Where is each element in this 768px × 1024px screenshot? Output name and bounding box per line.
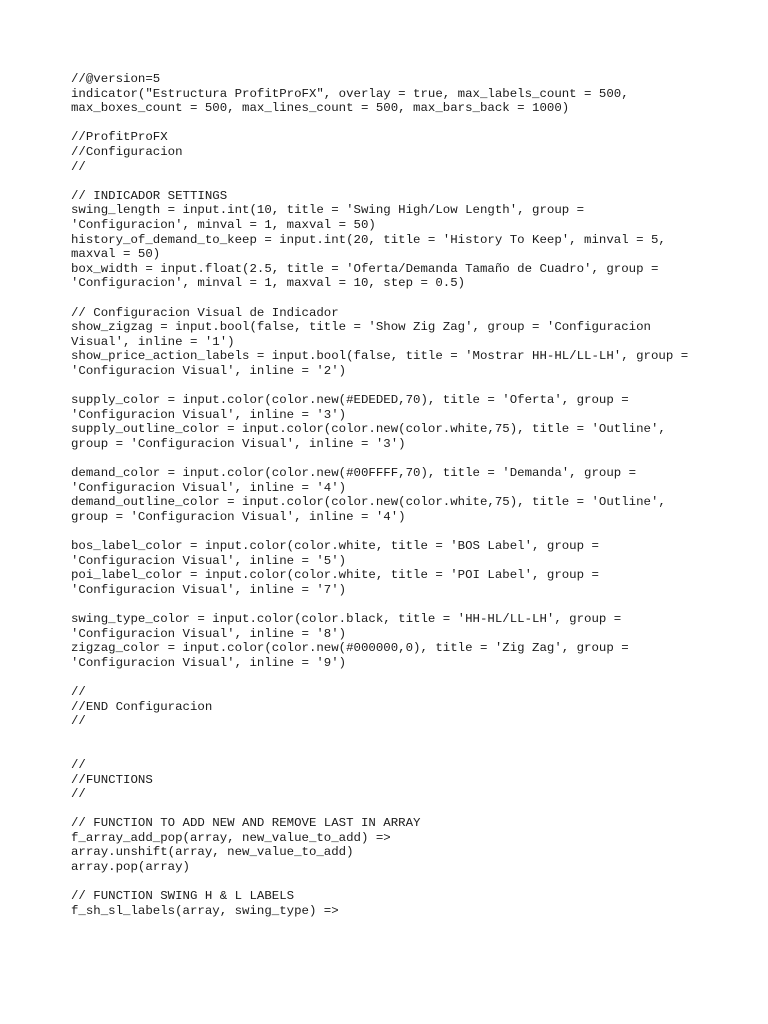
blank-line [71, 802, 751, 817]
code-line: show_zigzag = input.bool(false, title = 'Show Zig Zag', group = 'Configuracion [71, 320, 651, 335]
code-line: 'Configuracion Visual', inline = '5') [71, 553, 347, 568]
code-line: maxval = 50) [71, 247, 161, 262]
blank-line [71, 743, 751, 758]
code-line: 'Configuracion Visual', inline = '2') [71, 363, 347, 378]
code-line: indicator("Estructura ProfitProFX", overlay = true, max_labels_count = 500, [71, 86, 629, 101]
code-line: // FUNCTION SWING H & L LABELS [71, 889, 295, 904]
code-line: swing_type_color = input.color(color.black, title = 'HH-HL/LL-LH', group = [71, 611, 622, 626]
code-line: supply_color = input.color(color.new(#EDEDED,70), title = 'Oferta', group = [71, 393, 629, 408]
code-line: demand_outline_color = input.color(color.new(color.white,75), title = 'Outline', [71, 495, 666, 510]
code-line: swing_length = input.int(10, title = 'Swing High/Low Length', group = [71, 203, 585, 218]
code-line: 'Configuracion Visual', inline = '4') [71, 480, 347, 495]
code-line: poi_label_color = input.color(color.white, title = 'POI Label', group = [71, 568, 599, 583]
code-line: group = 'Configuracion Visual', inline = '4') [71, 509, 406, 524]
code-line: max_boxes_count = 500, max_lines_count = 500, max_bars_back = 1000) [71, 101, 570, 116]
code-line: 'Configuracion Visual', inline = '8') [71, 626, 347, 641]
code-line: bos_label_color = input.color(color.white, title = 'BOS Label', group = [71, 539, 599, 553]
code-line: // Configuracion Visual de Indicador [71, 305, 339, 320]
code-line: // [71, 714, 86, 729]
blank-line [71, 670, 751, 685]
code-line: // FUNCTION TO ADD NEW AND REMOVE LAST IN ARRAY [71, 816, 421, 831]
code-line: //END Configuracion [71, 699, 213, 714]
code-line: group = 'Configuracion Visual', inline = '3') [71, 436, 406, 451]
code-line: // INDICADOR SETTINGS [71, 188, 228, 203]
code-line: 'Configuracion Visual', inline = '3') [71, 407, 347, 422]
code-line: //@version=5 [71, 72, 161, 86]
code-line: 'Configuracion', minval = 1, maxval = 50) [71, 217, 376, 232]
code-line: //FUNCTIONS [71, 772, 153, 787]
code-line: 'Configuracion Visual', inline = '7') [71, 582, 347, 597]
code-line: // [71, 159, 86, 174]
code-line: history_of_demand_to_keep = input.int(20, title = 'History To Keep', minval = 5, [71, 232, 666, 247]
code-line: // [71, 787, 86, 802]
code-line: // [71, 684, 86, 699]
code-line: //Configuracion [71, 144, 183, 159]
code-line: //ProfitProFX [71, 130, 168, 145]
code-line: 'Configuracion Visual', inline = '9') [71, 655, 347, 670]
code-line: supply_outline_color = input.color(color.new(color.white,75), title = 'Outline', [71, 422, 666, 437]
blank-line [71, 524, 751, 539]
code-line: array.unshift(array, new_value_to_add) [71, 845, 354, 860]
code-line: f_sh_sl_labels(array, swing_type) => [71, 903, 339, 918]
blank-line [71, 378, 751, 393]
code-line: box_width = input.float(2.5, title = 'Oferta/Demanda Tamaño de Cuadro', group = [71, 261, 659, 276]
blank-line [71, 291, 751, 306]
blank-line [71, 174, 751, 189]
code-line: demand_color = input.color(color.new(#00FFFF,70), title = 'Demanda', group = [71, 466, 637, 481]
code-line: f_array_add_pop(array, new_value_to_add) => [71, 830, 391, 845]
blank-line [71, 875, 751, 890]
blank-line [71, 729, 751, 744]
blank-line [71, 597, 751, 612]
code-line: // [71, 757, 86, 772]
code-line: array.pop(array) [71, 860, 190, 875]
blank-line [71, 116, 751, 131]
document-page [71, 72, 751, 918]
blank-line [71, 451, 751, 466]
code-line: zigzag_color = input.color(color.new(#000000,0), title = 'Zig Zag', group = [71, 641, 629, 656]
code-line: 'Configuracion', minval = 1, maxval = 10, step = 0.5) [71, 276, 466, 291]
code-line: show_price_action_labels = input.bool(false, title = 'Mostrar HH-HL/LL-LH', group = [71, 349, 689, 364]
code-line: Visual', inline = '1') [71, 334, 235, 349]
